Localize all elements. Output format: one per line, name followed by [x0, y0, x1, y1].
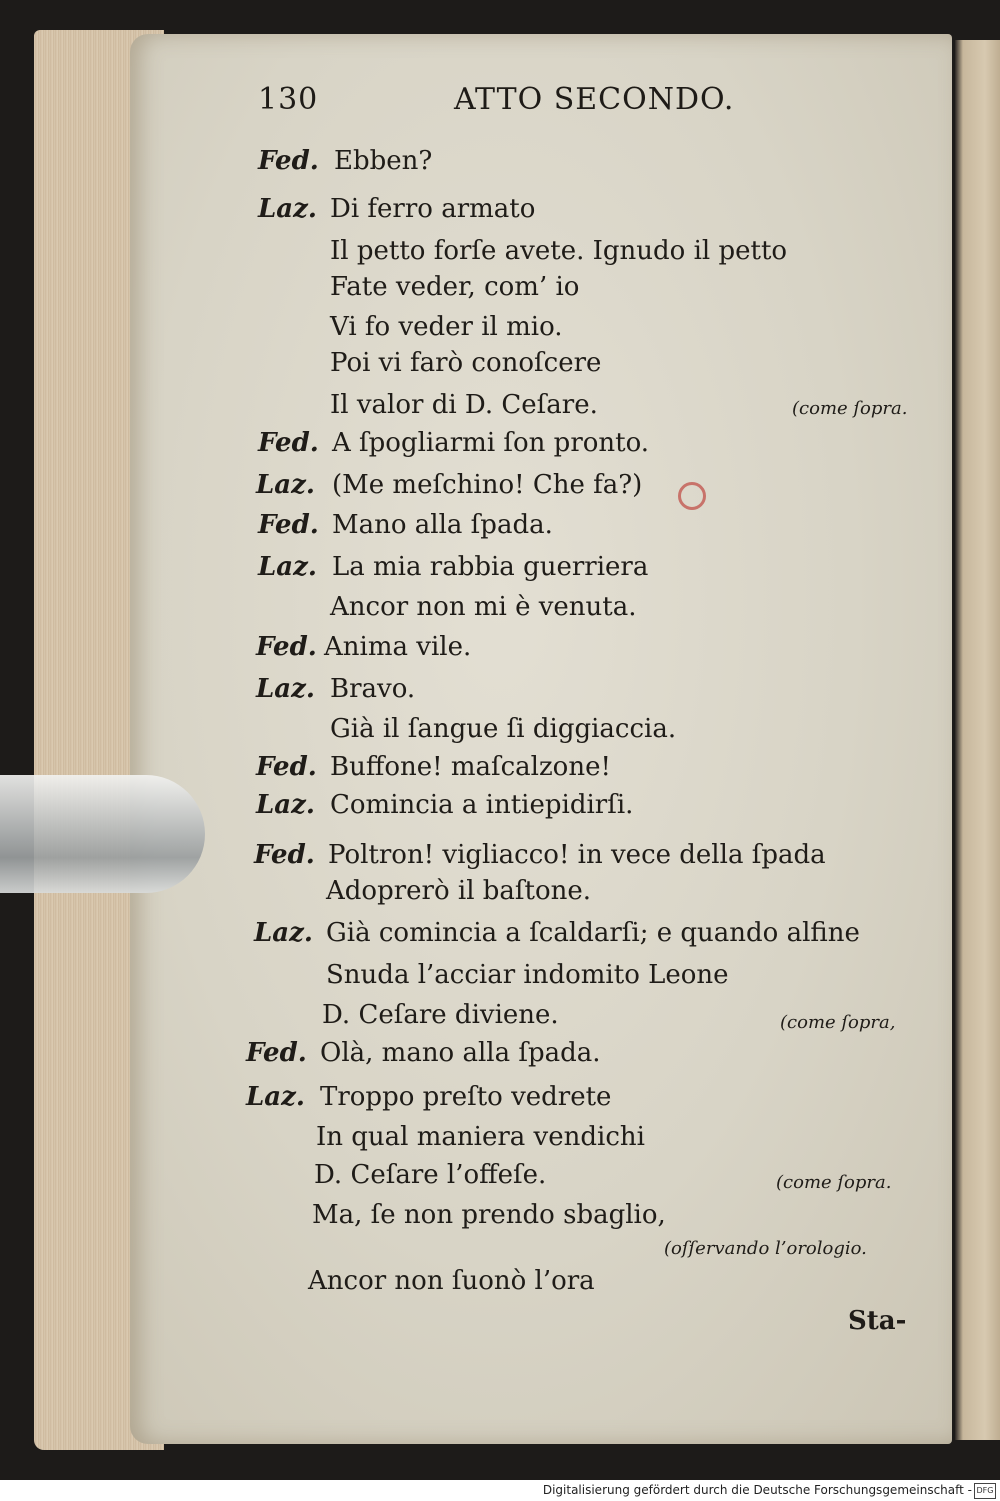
verse-line: La mia rabbia guerriera: [332, 552, 649, 582]
verse-line: Ancor non mi è venuta.: [330, 592, 637, 622]
verse-line: Snuda l’acciar indomito Leone: [326, 960, 729, 990]
verse-line: Poltron! vigliacco! in vece della ſpada: [328, 840, 826, 870]
verse-line: D. Ceſare diviene.: [322, 1000, 559, 1030]
speaker-label: Laz.: [256, 470, 315, 500]
speaker-label: Fed.: [246, 1038, 307, 1068]
verse-line: In qual maniera vendichi: [316, 1122, 645, 1152]
verse-line: (Me meſchino! Che fa?): [332, 470, 643, 500]
speaker-label: Laz.: [254, 918, 313, 948]
verse-line: Buffone! maſcalzone!: [330, 752, 611, 782]
page-number: 130: [258, 82, 319, 117]
speaker-label: Laz.: [258, 194, 317, 224]
verse-line: Ebben?: [334, 146, 433, 176]
stage-direction: (come ſopra.: [776, 1172, 892, 1193]
stage-direction: (oſſervando l’orologio.: [664, 1238, 867, 1259]
stage-direction: (come ſopra,: [780, 1012, 896, 1033]
verse-line: Di ferro armato: [330, 194, 536, 224]
dfg-logo: DFG: [974, 1483, 996, 1499]
verse-line: Anima vile.: [324, 632, 472, 662]
speaker-label: Fed.: [258, 510, 319, 540]
speaker-label: Fed.: [256, 632, 317, 662]
verse-line: Ancor non ſuonò l’ora: [308, 1266, 595, 1296]
verse-line: Troppo preſto vedrete: [320, 1082, 612, 1112]
verse-line: Già il ſangue ſi diggiaccia.: [330, 714, 677, 744]
verse-line: Adoprerò il baſtone.: [326, 876, 592, 906]
stage-direction: (come ſopra.: [792, 398, 908, 419]
speaker-label: Laz.: [246, 1082, 305, 1112]
verse-line: A ſpogliarmi ſon pronto.: [332, 428, 650, 458]
verse-line: Ma, ſe non prendo sbaglio,: [312, 1200, 666, 1230]
speaker-label: Fed.: [258, 428, 319, 458]
speaker-label: Fed.: [254, 840, 315, 870]
speaker-label: Laz.: [258, 552, 317, 582]
verse-line: Vi fo veder il mio.: [330, 312, 563, 342]
glass-bookmark: [0, 775, 205, 893]
verse-line: Comincia a intiepidirſi.: [330, 790, 634, 820]
verse-line: Mano alla ſpada.: [332, 510, 553, 540]
verse-line: Già comincia a ſcaldarſi; e quando alfine: [326, 918, 860, 948]
speaker-label: Fed.: [256, 752, 317, 782]
page-header: [258, 82, 738, 122]
verse-line: Il valor di D. Ceſare.: [330, 390, 598, 420]
catchword: Sta-: [848, 1306, 907, 1336]
speaker-label: Laz.: [256, 790, 315, 820]
running-head: ATTO SECONDO.: [454, 82, 735, 117]
verse-line: Olà, mano alla ſpada.: [320, 1038, 601, 1068]
verse-line: Poi vi farò conoſcere: [330, 348, 602, 378]
verse-line: Fate veder, com’ io: [330, 272, 580, 302]
funding-credit: Digitalisierung gefördert durch die Deutsche Forschungsgemeinschaft -: [542, 1483, 972, 1497]
facing-page-edge: [955, 40, 1000, 1440]
verse-line: Il petto forſe avete. Ignudo il petto: [330, 236, 788, 266]
speaker-label: Laz.: [256, 674, 315, 704]
verse-line: Bravo.: [330, 674, 416, 704]
speaker-label: Fed.: [258, 146, 319, 176]
verse-line: D. Ceſare l’offeſe.: [314, 1160, 547, 1190]
ink-stain: [678, 482, 706, 510]
